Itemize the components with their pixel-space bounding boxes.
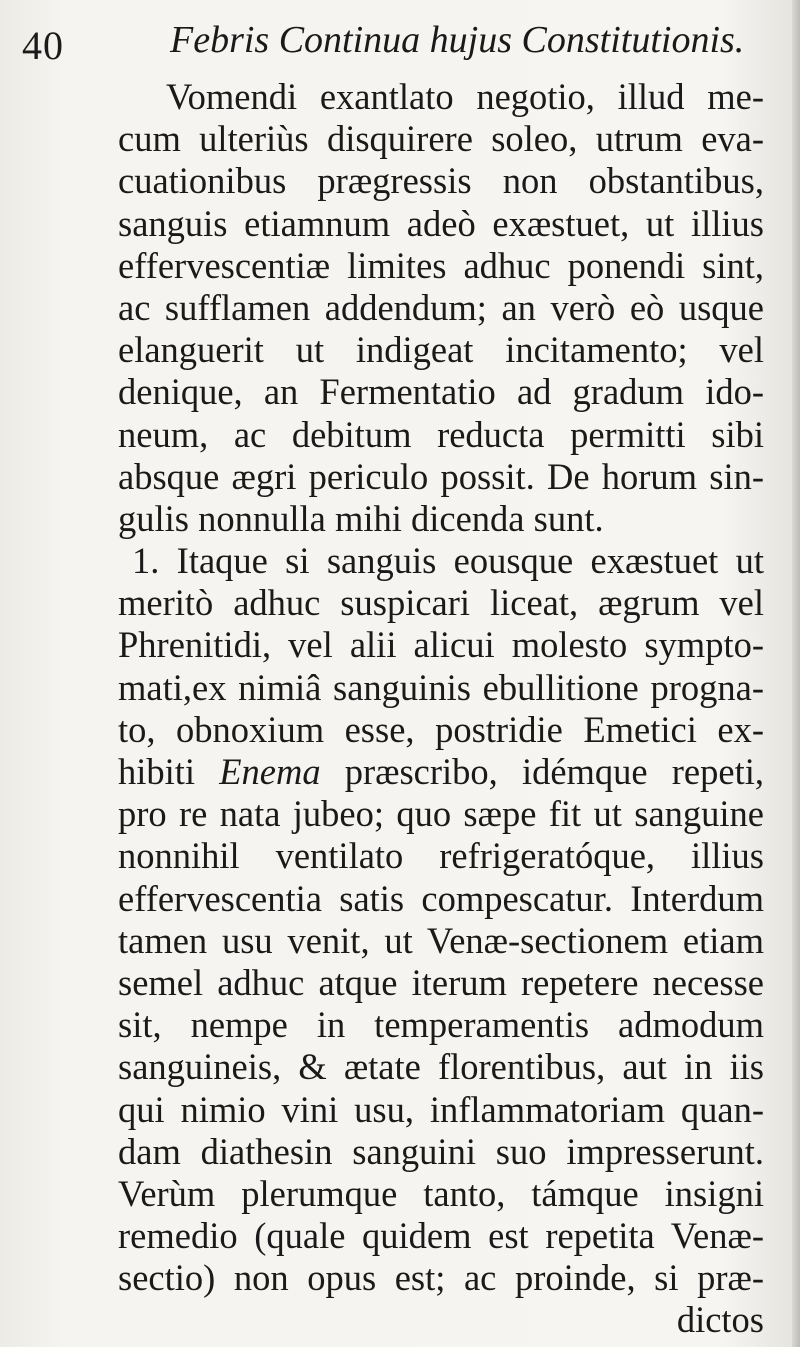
- text-line: sectio) non opus est; ac proinde, si præ-: [118, 1257, 764, 1299]
- body-text: [118, 76, 764, 1342]
- text-line: to, obnoxium esse, postridie Emetici ex-: [118, 708, 764, 750]
- text-line: dam diathesin sanguini suo impresserunt.: [118, 1130, 764, 1172]
- text-line: mati,ex nimiâ sanguinis ebullitione progna-: [118, 666, 764, 708]
- text-line: sanguineis, & ætate florentibus, aut in iis: [118, 1046, 764, 1088]
- text-line: Phrenitidi, vel alii alicui molesto sympto-: [118, 624, 764, 666]
- text-line: sanguis etiamnum adeò exæstuet, ut illius: [118, 202, 764, 244]
- page-gutter-shadow: [792, 0, 800, 1347]
- text-line: meritò adhuc suspicari liceat, ægrum vel: [118, 582, 764, 624]
- page-number: 40: [22, 23, 64, 68]
- text-line: neum, ac debitum reducta permitti sibi: [118, 413, 764, 455]
- text-line: sit, nempe in temperamentis admodum: [118, 1004, 764, 1046]
- text-line: Verùm plerumque tanto, támque insigni: [118, 1172, 764, 1214]
- text-line: effervescentiæ limites adhuc ponendi sint,: [118, 244, 764, 286]
- text-line: nonnihil ventilato refrigeratóque, illius: [118, 835, 764, 877]
- text-line: cum ulteriùs disquirere soleo, utrum eva-: [118, 118, 764, 160]
- text-line: pro re nata jubeo; quo sæpe fit ut sanguine: [118, 793, 764, 835]
- text-line: tamen usu venit, ut Venæ-sectionem etiam: [118, 919, 764, 961]
- text-line: Vomendi exantlato negotio, illud me-: [166, 76, 764, 117]
- text-line: elanguerit ut indigeat incitamento; vel: [118, 329, 764, 371]
- text-line: denique, an Fermentatio ad gradum ido-: [118, 371, 764, 413]
- text-line: absque ægri periculo possit. De horum sin-: [118, 455, 764, 497]
- text-line: effervescentia satis compescatur. Interdum: [118, 877, 764, 919]
- catchword: dictos: [676, 1299, 764, 1341]
- text-line: hibiti Enema præscribo, idémque repeti,: [118, 751, 764, 792]
- text-line: remedio (quale quidem est repetita Venæ-: [118, 1215, 764, 1257]
- text-line: cuationibus prægressis non obstantibus,: [118, 160, 764, 202]
- text-line: ac sufflamen addendum; an verò eò usque: [118, 286, 764, 328]
- text-line: semel adhuc atque iterum repetere necesse: [118, 961, 764, 1003]
- running-title: Febris Continua hujus Constitutionis.: [170, 19, 745, 61]
- text-line: qui nimio vini usu, inflammatoriam quan-: [118, 1088, 764, 1130]
- text-line: gulis nonnulla mihi dicenda sunt.: [118, 497, 604, 539]
- text-line: 1. Itaque si sanguis eousque exæstuet ut: [132, 540, 764, 582]
